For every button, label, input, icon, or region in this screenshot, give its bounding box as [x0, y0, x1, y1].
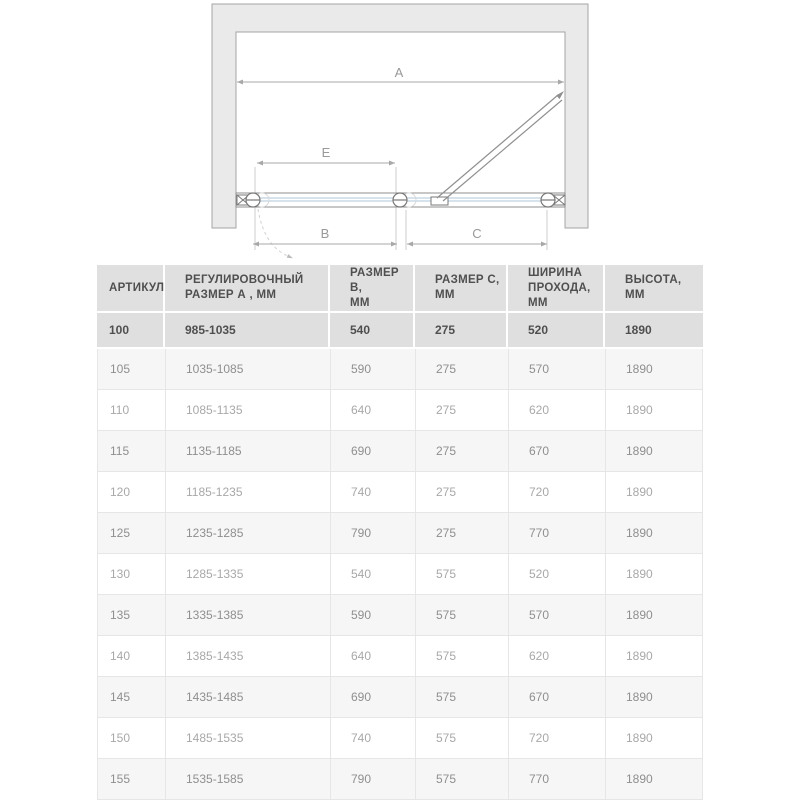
table-cell: 575 — [416, 677, 509, 717]
table-row — [97, 636, 703, 677]
dimension-a-label: A — [394, 65, 404, 80]
table-row — [97, 431, 703, 472]
table-row — [97, 554, 703, 595]
table-cell: 620 — [509, 636, 606, 676]
header-line: РЕГУЛИРОВОЧНЫЙ — [185, 274, 304, 286]
table-row — [97, 313, 703, 347]
header-line: ВЫСОТА, — [625, 274, 682, 286]
table-body — [97, 313, 703, 800]
dimensions-table — [97, 265, 703, 800]
door-swing-arrow — [287, 254, 293, 258]
header-size-a — [165, 265, 330, 311]
table-cell: 690 — [331, 677, 416, 717]
table-cell: 140 — [98, 636, 166, 676]
table-cell: 275 — [416, 390, 509, 430]
table-cell: 575 — [416, 554, 509, 594]
table-cell: 520 — [509, 554, 606, 594]
open-door-panel — [437, 91, 564, 201]
table-cell: 570 — [509, 595, 606, 635]
table-cell: 570 — [509, 349, 606, 389]
table-cell: 1135-1185 — [166, 431, 331, 471]
table-cell: 115 — [98, 431, 166, 471]
table-cell: 1890 — [626, 731, 653, 745]
table-cell: 150 — [98, 718, 166, 758]
table-cell: 985-1035 — [165, 313, 330, 347]
header-article — [97, 265, 165, 311]
table-cell: 1285-1335 — [166, 554, 331, 594]
table-cell: 770 — [509, 759, 606, 799]
roller-middle — [393, 193, 407, 207]
table-cell: 275 — [416, 349, 509, 389]
table-cell: 690 — [331, 431, 416, 471]
table-row — [97, 472, 703, 513]
header-height — [605, 265, 703, 311]
table-cell: 720 — [509, 472, 606, 512]
table-cell: 670 — [509, 677, 606, 717]
table-cell: 670 — [509, 431, 606, 471]
table-cell: 540 — [330, 313, 415, 347]
table-cell: 1890 — [625, 323, 652, 337]
header-line: ШИРИНА — [528, 266, 583, 279]
table-cell: 575 — [416, 759, 509, 799]
table-cell: 1890 — [626, 608, 653, 622]
table-cell: 1890 — [626, 772, 653, 786]
table-row — [97, 677, 703, 718]
table-cell: 155 — [98, 759, 166, 799]
header-size-b — [330, 265, 415, 311]
header-line: АРТИКУЛ — [109, 281, 165, 294]
table-cell: 100 — [97, 313, 165, 347]
table-cell: 1890 — [626, 690, 653, 704]
table-cell: 590 — [331, 595, 416, 635]
table-row — [97, 513, 703, 554]
table-cell: 1085-1135 — [166, 390, 331, 430]
dimension-c-label: C — [472, 226, 482, 241]
table-cell: 720 — [509, 718, 606, 758]
table-cell: 145 — [98, 677, 166, 717]
table-cell: 275 — [416, 513, 509, 553]
header-line: РАЗМЕР А , ММ — [185, 289, 277, 301]
table-cell: 1890 — [626, 362, 653, 376]
table-cell: 1890 — [626, 567, 653, 581]
table-cell: 770 — [509, 513, 606, 553]
installation-diagram — [0, 0, 800, 265]
table-cell: 1535-1585 — [166, 759, 331, 799]
dimension-a — [237, 80, 564, 85]
table-cell: 575 — [416, 718, 509, 758]
table-header-row — [97, 265, 703, 311]
table-cell: 590 — [331, 349, 416, 389]
table-cell: 135 — [98, 595, 166, 635]
table-cell: 1890 — [626, 649, 653, 663]
header-pass-width — [508, 265, 605, 311]
table-cell: 790 — [331, 759, 416, 799]
table-cell: 1235-1285 — [166, 513, 331, 553]
table-cell: 640 — [331, 636, 416, 676]
table-cell: 640 — [331, 390, 416, 430]
table-cell: 1035-1085 — [166, 349, 331, 389]
table-row — [97, 718, 703, 759]
table-cell: 275 — [415, 313, 508, 347]
table-cell: 1890 — [626, 403, 653, 417]
dimension-e — [257, 161, 395, 166]
table-cell: 110 — [98, 390, 166, 430]
table-cell: 620 — [509, 390, 606, 430]
header-line: РАЗМЕР C, — [435, 274, 500, 286]
roller-right — [541, 193, 555, 207]
door-swing-arc — [258, 209, 288, 256]
table-cell: 540 — [331, 554, 416, 594]
header-line: ММ — [350, 296, 370, 309]
table-cell: 125 — [98, 513, 166, 553]
table-cell: 1890 — [626, 444, 653, 458]
header-size-c — [415, 265, 508, 311]
header-line: ММ — [435, 289, 455, 301]
dimension-b-label: B — [320, 226, 330, 241]
table-cell: 120 — [98, 472, 166, 512]
table-cell: 1485-1535 — [166, 718, 331, 758]
header-line: РАЗМЕР B, — [350, 266, 399, 294]
table-cell: 1435-1485 — [166, 677, 331, 717]
dimension-e-label: E — [321, 145, 331, 160]
extension-lines — [255, 167, 547, 250]
table-cell: 1890 — [626, 485, 653, 499]
table-cell: 740 — [331, 718, 416, 758]
table-cell: 130 — [98, 554, 166, 594]
table-cell: 575 — [416, 595, 509, 635]
dimension-b — [253, 242, 397, 247]
table-cell: 520 — [508, 313, 605, 347]
table-cell: 1385-1435 — [166, 636, 331, 676]
table-cell: 575 — [416, 636, 509, 676]
door-scheme-svg — [0, 0, 800, 265]
roller-left — [246, 193, 260, 207]
table-cell: 275 — [416, 472, 509, 512]
table-cell: 1185-1235 — [166, 472, 331, 512]
table-cell: 1890 — [626, 526, 653, 540]
header-line: ММ — [625, 289, 645, 301]
header-line: ПРОХОДА, ММ — [528, 281, 591, 309]
table-row — [97, 390, 703, 431]
table-row — [97, 349, 703, 390]
table-cell: 275 — [416, 431, 509, 471]
table-row — [97, 595, 703, 636]
table-cell: 790 — [331, 513, 416, 553]
table-cell: 105 — [98, 349, 166, 389]
table-row — [97, 759, 703, 800]
dimension-c — [407, 242, 547, 247]
table-cell: 1335-1385 — [166, 595, 331, 635]
table-cell: 740 — [331, 472, 416, 512]
